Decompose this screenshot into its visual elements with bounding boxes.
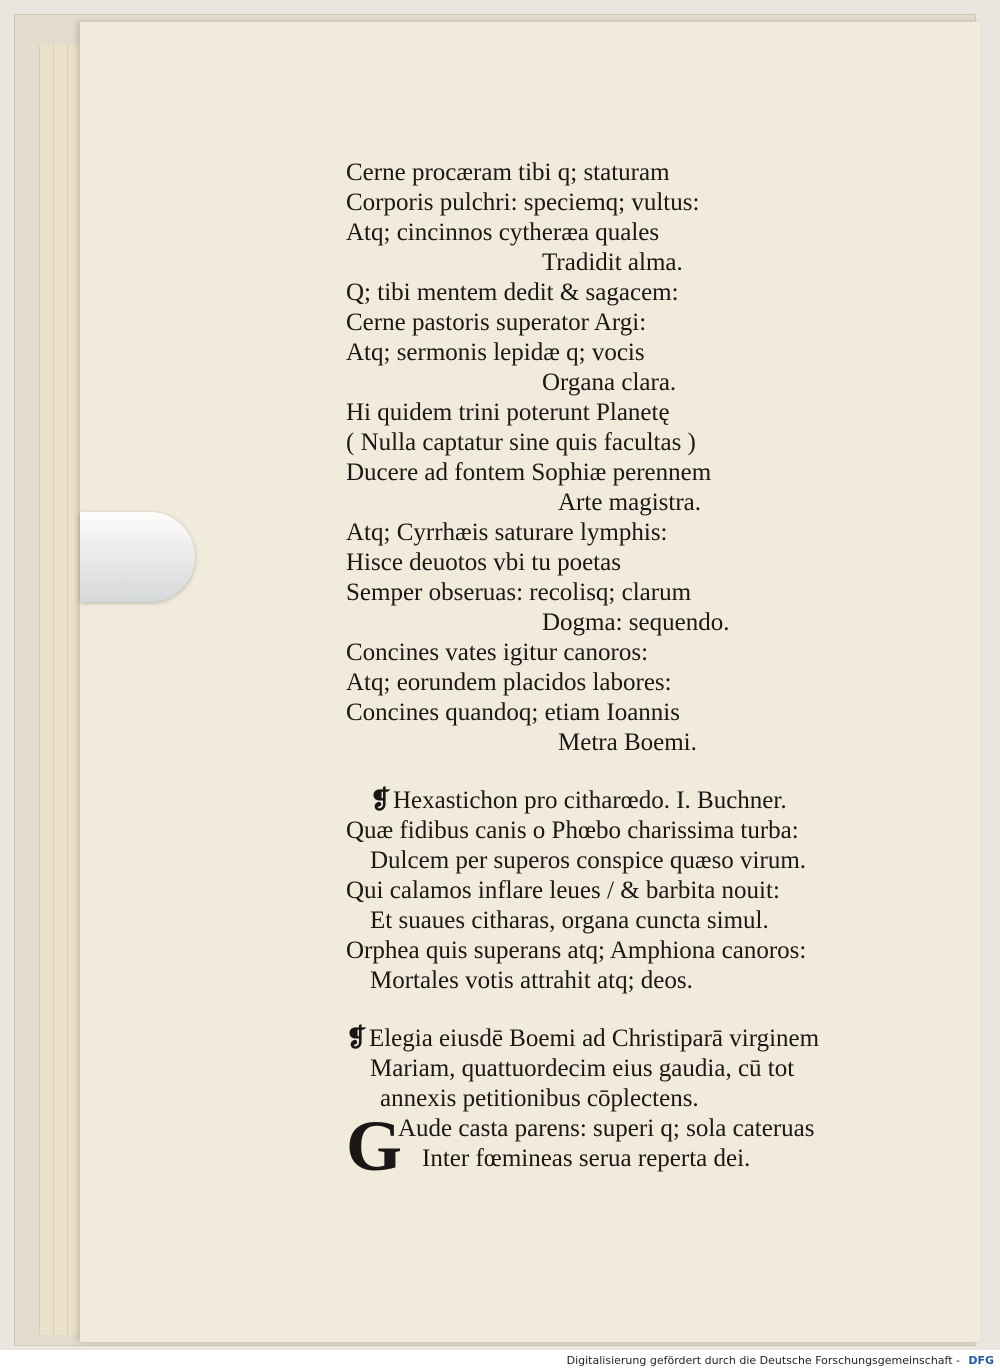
verse-line: Quæ fidibus canis o Phœbo charissima turba:: [346, 817, 799, 844]
pilcrow-icon: ❡: [370, 787, 391, 814]
page-text: [346, 158, 906, 1186]
verse-line: Inter fœmineas serua reperta dei.: [422, 1145, 751, 1172]
verse-line-end: Arte magistra.: [558, 489, 702, 516]
verse-line-end: Organa clara.: [542, 369, 677, 396]
heading-line: annexis petitionibus cōplectens.: [380, 1085, 699, 1112]
verse-line: Cerne pastoris superator Argi:: [346, 309, 647, 336]
verse-line: Corporis pulchri: speciemq; vultus:: [346, 189, 700, 216]
heading-line: Mariam, quattuordecim eius gaudia, cū tot: [370, 1055, 795, 1082]
heading-text: Hexastichon pro citharœdo. I. Buchner.: [392, 787, 787, 814]
verse-line: Semper obseruas: recolisq; clarum: [346, 579, 692, 606]
verse-line: Q; tibi mentem dedit & sagacem:: [346, 279, 679, 306]
verse-line: Concines quandoq; etiam Ioannis: [346, 699, 680, 726]
verse-line: Atq; Cyrrhæis saturare lymphis:: [346, 519, 668, 546]
hexastichon-heading: [346, 786, 906, 816]
verse-line: Atq; cincinnos cytheræa quales: [346, 219, 660, 246]
verse-line: Atq; eorundem placidos labores:: [346, 669, 672, 696]
pilcrow-icon: ❡: [346, 1025, 367, 1052]
verse-line: Qui calamos inflare leues / & barbita nouit:: [346, 877, 780, 904]
book-page: [80, 22, 980, 1342]
heading-text: Elegia eiusdē Boemi ad Christiparā virginem: [368, 1025, 820, 1052]
drop-initial: G: [346, 1106, 403, 1186]
verse-line: Atq; sermonis lepidæ q; vocis: [346, 339, 645, 366]
verse-line: Et suaues citharas, organa cuncta simul.: [370, 907, 769, 934]
verse-line: ( Nulla captatur sine quis facultas ): [346, 429, 696, 456]
verse-line-end: Metra Boemi.: [558, 729, 697, 756]
verse-line: Hisce deuotos vbi tu poetas: [346, 549, 621, 576]
footer-credit: Digitalisierung gefördert durch die Deutsche Forschungsgemeinschaft -: [566, 1354, 960, 1367]
verse-line-end: Dogma: sequendo.: [542, 609, 730, 636]
verse-line: Mortales votis attrahit atq; deos.: [370, 967, 693, 994]
verse-line: Ducere ad fontem Sophiæ perennem: [346, 459, 712, 486]
verse-line: Hi quidem trini poterunt Planetę: [346, 399, 670, 426]
verse-line: Dulcem per superos conspice quæso virum.: [370, 847, 807, 874]
spacer: [346, 996, 906, 1024]
page-clip: [80, 512, 195, 602]
verse-line: Orphea quis superans atq; Amphiona canoros:: [346, 937, 807, 964]
elegia-opening: [346, 1106, 906, 1186]
footer-bar: [0, 1350, 1000, 1372]
spacer: [346, 758, 906, 786]
verse-line: Cerne procæram tibi q; staturam: [346, 159, 670, 186]
verse-line: Concines vates igitur canoros:: [346, 639, 649, 666]
dfg-logo: DFG: [968, 1354, 994, 1367]
verse-line-end: Tradidit alma.: [542, 249, 683, 276]
verse-line: Aude casta parens: superi q; sola cateruas: [398, 1115, 815, 1142]
elegia-heading: [346, 1024, 906, 1054]
